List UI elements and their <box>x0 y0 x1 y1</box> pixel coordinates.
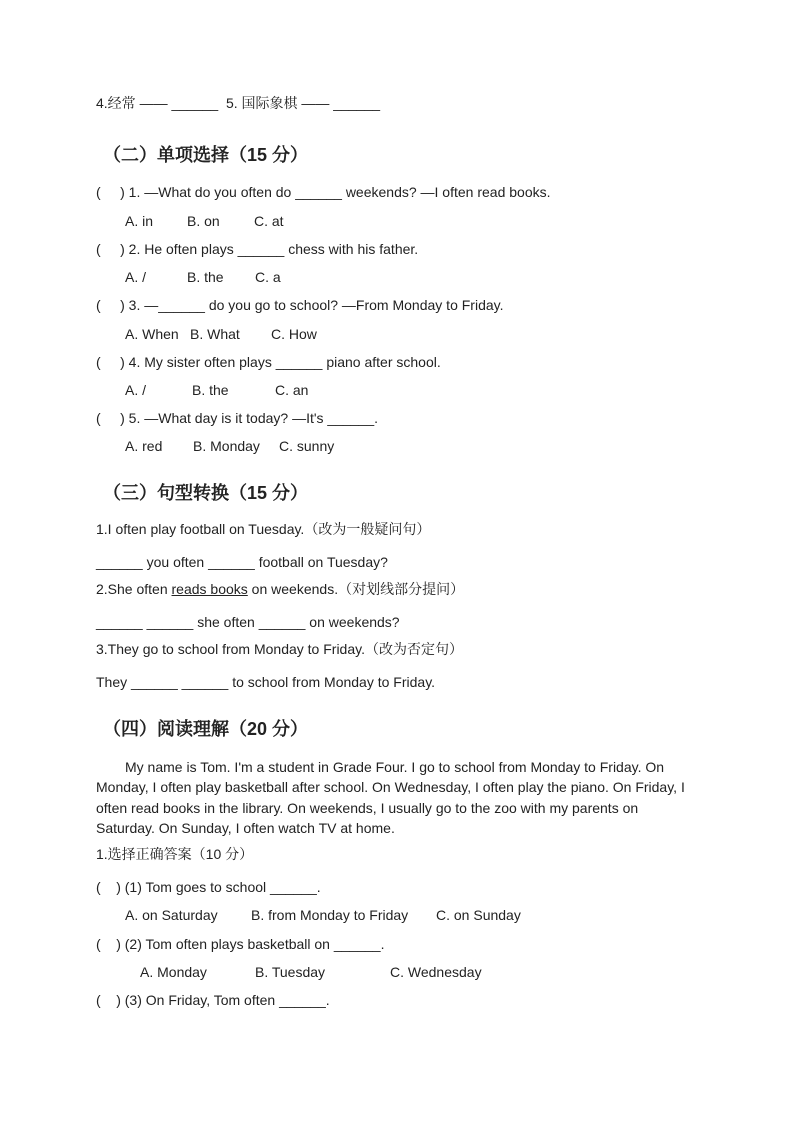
s2-q2-option-c: C. a <box>255 269 281 285</box>
s4-question-1: ( ) (1) Tom goes to school ______. <box>96 879 321 895</box>
s3-q1-answer-line: ______ you often ______ football on Tuesday? <box>96 554 388 570</box>
s4-sub-heading: 1.选择正确答案（10 分） <box>96 846 254 862</box>
s4-q1-option-a: A. on Saturday <box>125 907 218 923</box>
reading-passage <box>96 757 700 838</box>
s2-q1-option-b: B. on <box>187 213 220 229</box>
s2-q3-option-c: C. How <box>271 326 317 342</box>
s2-question-4: ( ) 4. My sister often plays ______ piano after school. <box>96 354 441 370</box>
s3-q3-answer-line: They ______ ______ to school from Monday to Friday. <box>96 674 436 690</box>
s2-question-5: ( ) 5. —What day is it today? —It's ______. <box>96 410 379 426</box>
s3-q2-prompt <box>96 580 464 598</box>
section4-heading: （四）阅读理解（20 分） <box>103 719 309 739</box>
s2-q2-option-b: B. the <box>187 269 224 285</box>
s3-q3-prompt: 3.They go to school from Monday to Friday.（改为否定句） <box>96 641 463 657</box>
s4-q2-option-a: A. Monday <box>140 964 207 980</box>
s3-q2-suffix: on weekends.（对划线部分提问） <box>247 581 465 597</box>
s2-question-3: ( ) 3. —______ do you go to school? —From Monday to Friday. <box>96 297 504 313</box>
s2-q2-option-a: A. / <box>125 269 147 285</box>
s4-q1-option-b: B. from Monday to Friday <box>251 907 409 923</box>
s2-q1-option-a: A. in <box>125 213 154 229</box>
s2-q5-option-c: C. sunny <box>279 438 335 454</box>
s4-question-2: ( ) (2) Tom often plays basketball on ______. <box>96 936 385 952</box>
s2-q5-option-b: B. Monday <box>193 438 260 454</box>
s2-q3-option-b: B. What <box>190 326 240 342</box>
s4-question-3: ( ) (3) On Friday, Tom often ______. <box>96 992 330 1008</box>
section3-heading: （三）句型转换（15 分） <box>103 483 309 503</box>
s2-question-2: ( ) 2. He often plays ______ chess with his father. <box>96 241 419 257</box>
s2-question-1: ( ) 1. —What do you often do ______ weekends? —I often read books. <box>96 184 551 200</box>
s3-q2-answer-line: ______ ______ she often ______ on weekends? <box>96 614 400 630</box>
s2-q1-option-c: C. at <box>254 213 284 229</box>
s4-q2-option-c: C. Wednesday <box>390 964 482 980</box>
s3-q1-prompt: 1.I often play football on Tuesday.（改为一般疑问句） <box>96 521 431 537</box>
s2-q4-option-b: B. the <box>192 382 229 398</box>
s4-q1-option-c: C. on Sunday <box>436 907 521 923</box>
s3-q2-underlined-phrase: reads books <box>171 581 248 597</box>
reading-passage-text: My name is Tom. I'm a student in Grade Four. I go to school from Monday to Friday. On Monday, I often play basketball after school. On Wednesday, I often play the piano. On Friday, I often read books in the library. On weekends, I usually go to the zoo with my parents on Saturday. On Sunday, I often watch TV at home. <box>96 759 685 836</box>
s3-q2-prefix: 2.She often <box>96 581 172 597</box>
vocab-line: 4.经常 —— ______ 5. 国际象棋 —— ______ <box>96 95 381 111</box>
s2-q4-option-a: A. / <box>125 382 147 398</box>
section2-heading: （二）单项选择（15 分） <box>103 145 309 165</box>
s4-q2-option-b: B. Tuesday <box>255 964 326 980</box>
s2-q4-option-c: C. an <box>275 382 309 398</box>
s2-q5-option-a: A. red <box>125 438 163 454</box>
s2-q3-option-a: A. When <box>125 326 179 342</box>
